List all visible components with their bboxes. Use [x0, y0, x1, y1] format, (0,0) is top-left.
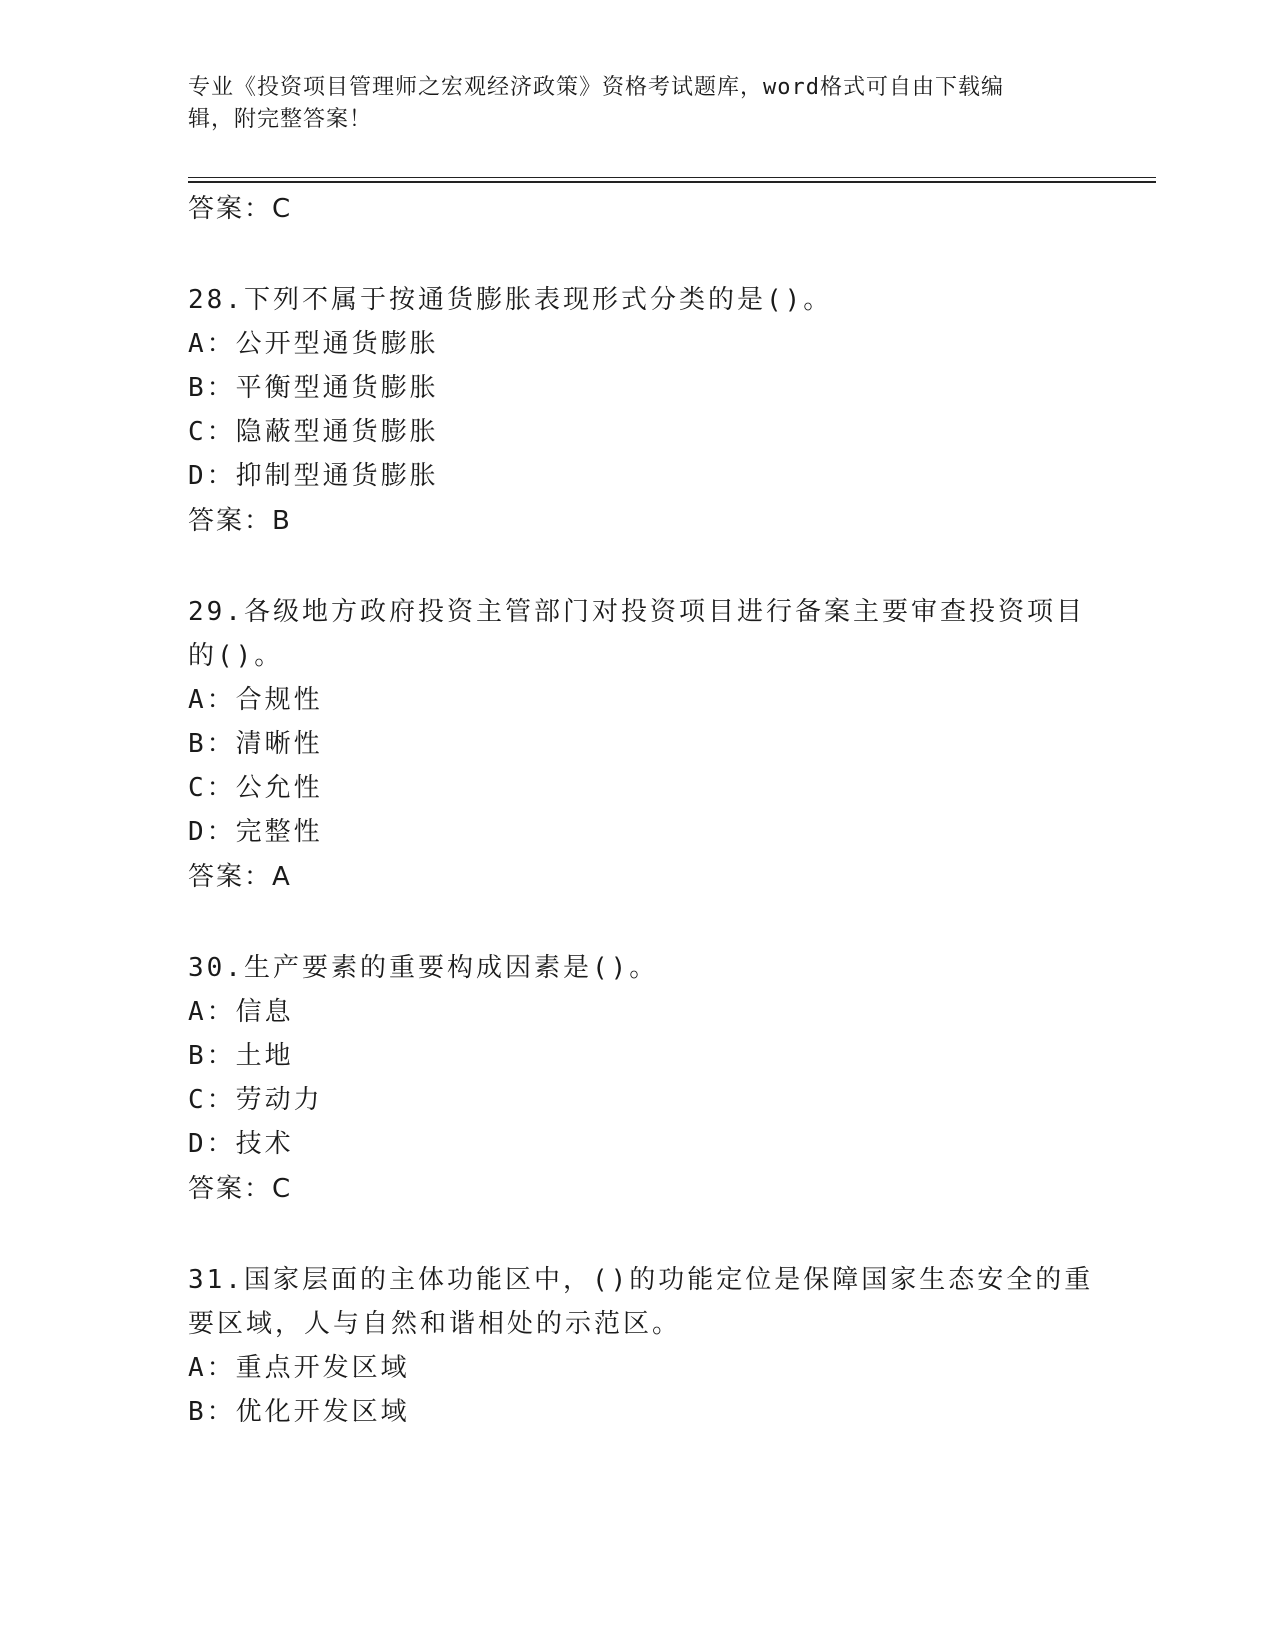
q29-option-b: B：清晰性: [188, 729, 323, 759]
q29-option-d: D：完整性: [188, 817, 323, 847]
q28-option-b: B：平衡型通货膨胀: [188, 373, 439, 403]
q29-answer: 答案：A: [188, 862, 292, 892]
q30-option-c: C：劳动力: [188, 1085, 323, 1115]
q31-option-a: A：重点开发区域: [188, 1353, 410, 1383]
q28-option-c: C：隐蔽型通货膨胀: [188, 417, 439, 447]
header-rule-thin: [188, 177, 1156, 178]
q29-stem-line-1: 29.各级地方政府投资主管部门对投资项目进行备案主要审查投资项目: [188, 597, 1085, 627]
q28-answer: 答案：B: [188, 506, 292, 536]
q28-option-a: A：公开型通货膨胀: [188, 329, 439, 359]
q29-option-c: C：公允性: [188, 773, 323, 803]
header-rule-thick: [188, 181, 1156, 183]
q30-option-d: D：技术: [188, 1129, 294, 1159]
previous-answer: 答案：C: [188, 194, 293, 224]
q28-stem: 28.下列不属于按通货膨胀表现形式分类的是()。: [188, 285, 833, 315]
header-line-1: 专业《投资项目管理师之宏观经济政策》资格考试题库，word格式可自由下载编: [188, 75, 1004, 100]
q30-answer: 答案：C: [188, 1174, 293, 1204]
q28-option-d: D：抑制型通货膨胀: [188, 461, 439, 491]
header-line-2: 辑，附完整答案！: [188, 107, 373, 132]
q30-option-a: A：信息: [188, 997, 294, 1027]
q31-stem-line-2: 要区域，人与自然和谐相处的示范区。: [188, 1309, 682, 1339]
q31-option-b: B：优化开发区域: [188, 1397, 410, 1427]
q29-stem-line-2: 的()。: [188, 641, 284, 671]
q30-option-b: B：土地: [188, 1041, 294, 1071]
q30-stem: 30.生产要素的重要构成因素是()。: [188, 953, 659, 983]
q31-stem-line-1: 31.国家层面的主体功能区中，()的功能定位是保障国家生态安全的重: [188, 1265, 1094, 1295]
q29-option-a: A：合规性: [188, 685, 323, 715]
page-header: [188, 72, 1068, 136]
